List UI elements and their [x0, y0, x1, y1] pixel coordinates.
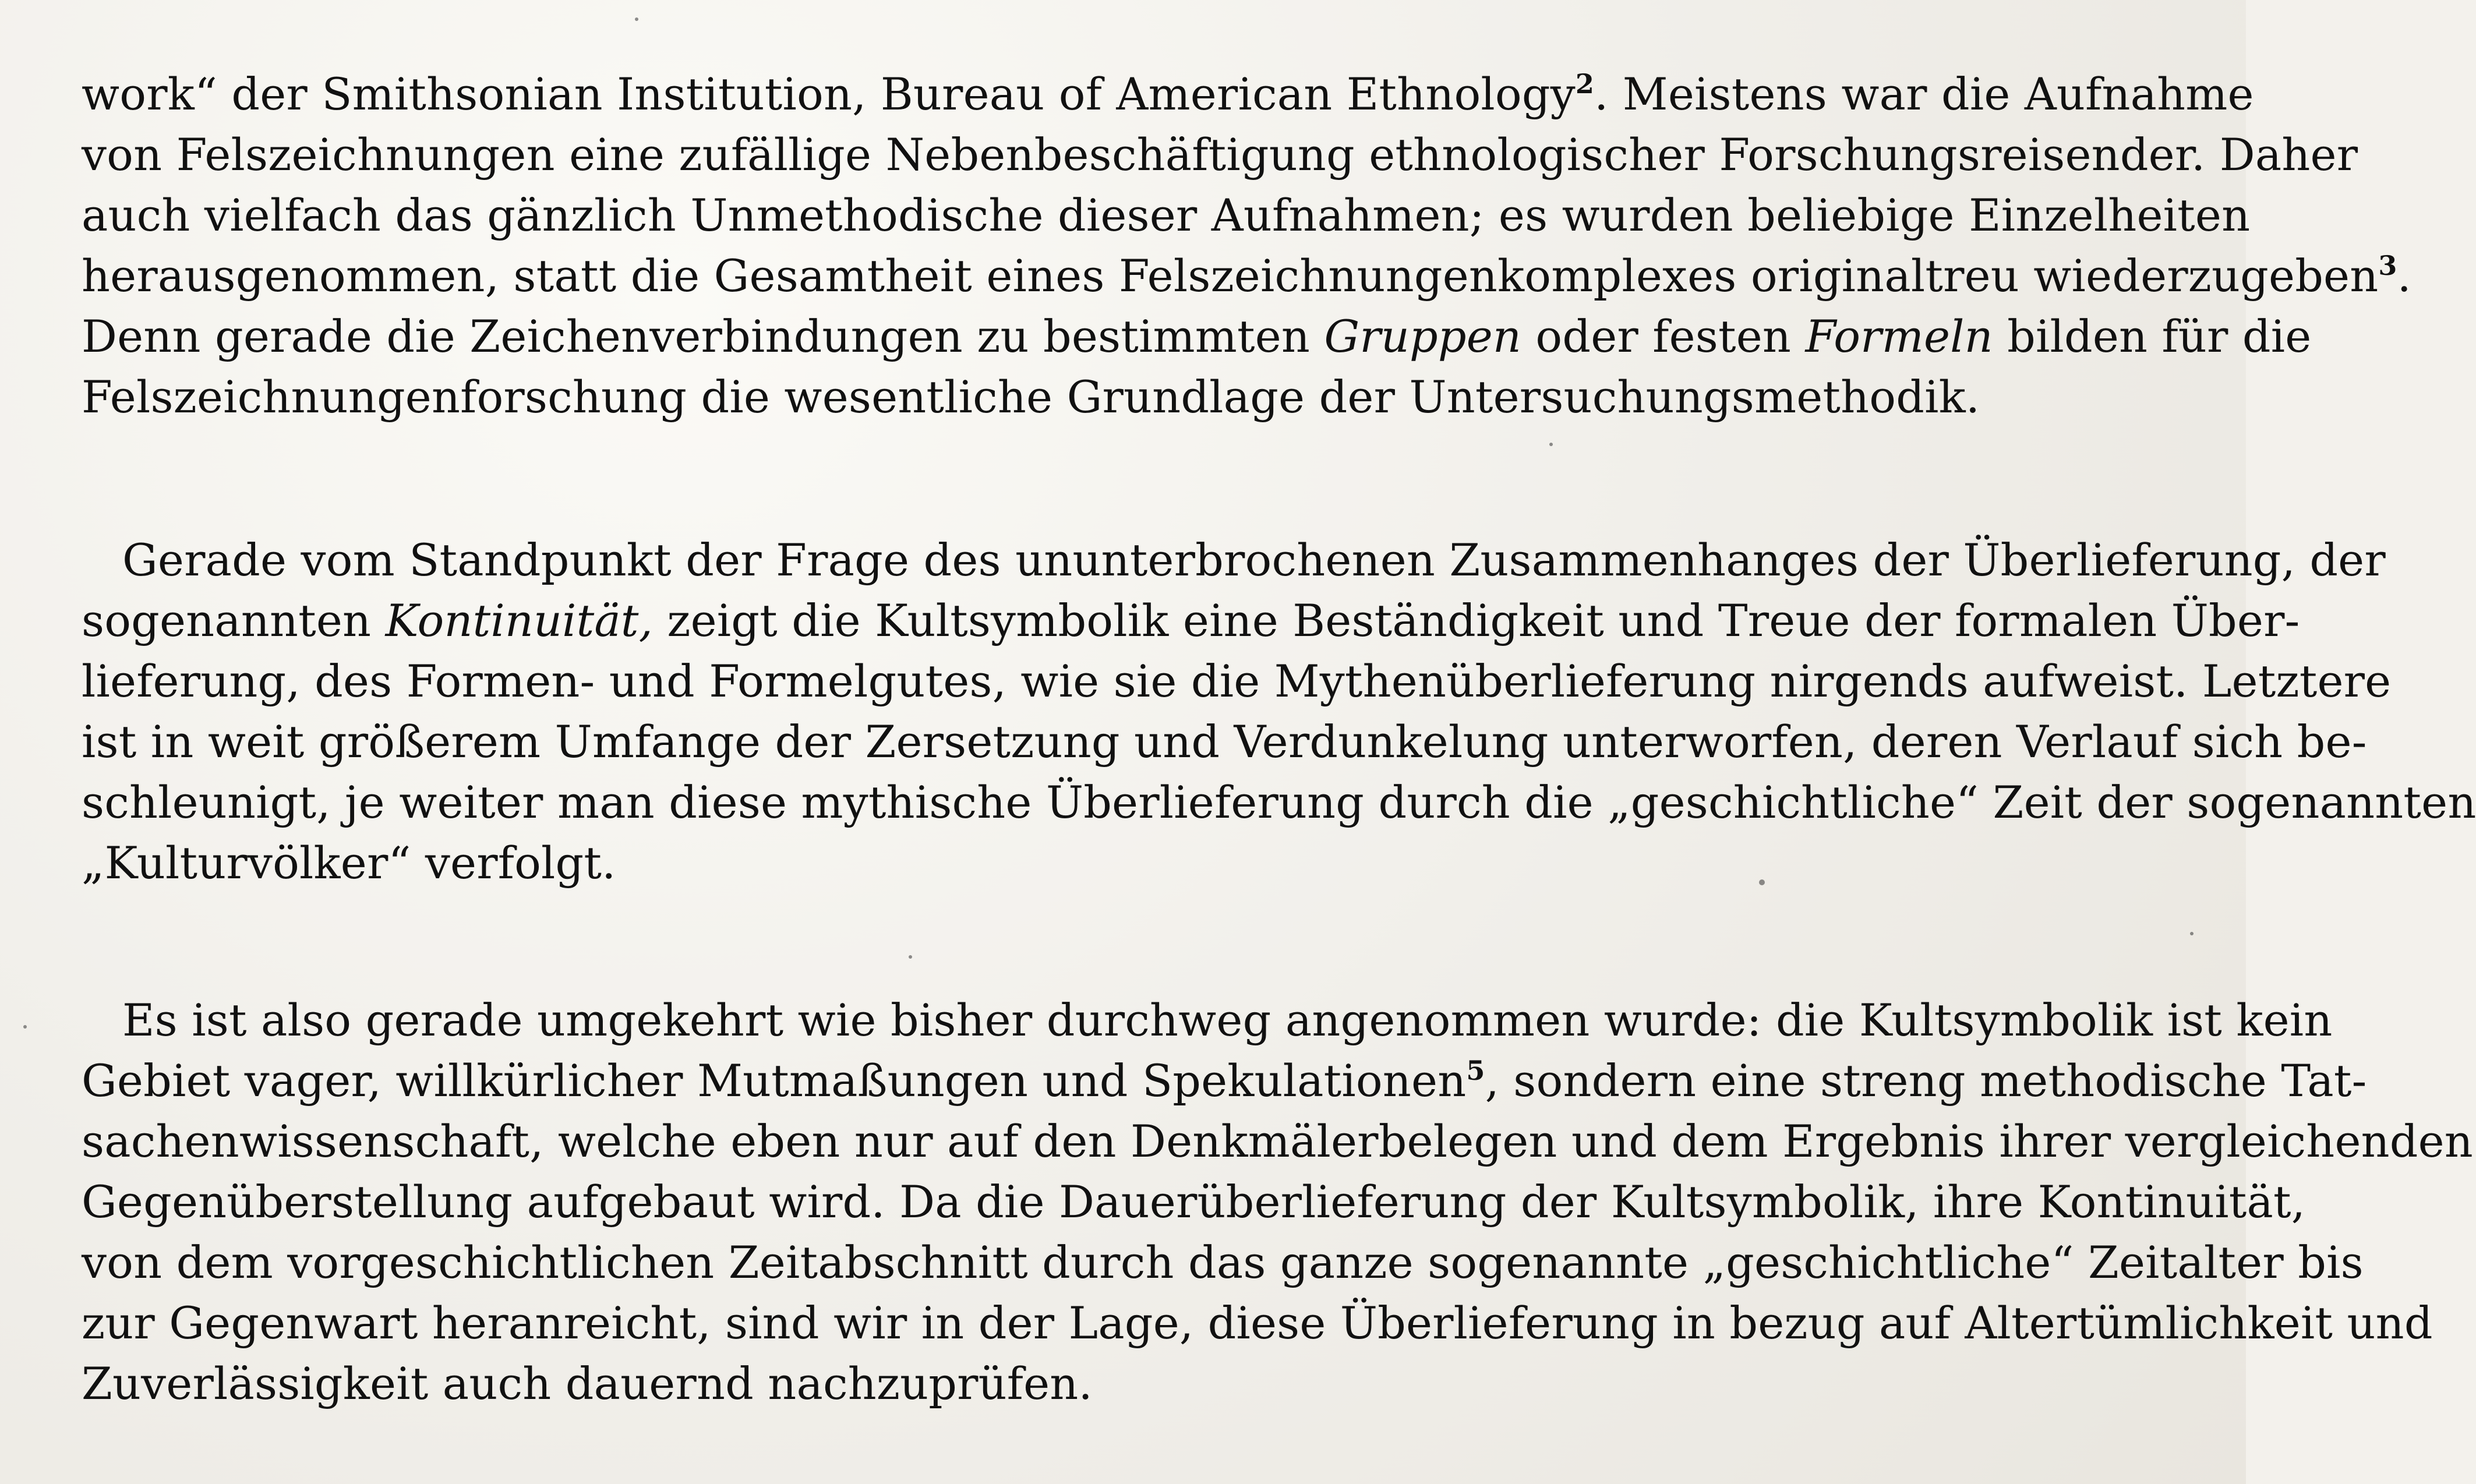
text-segment: Zuverlässigkeit auch dauernd nachzuprüfen.	[82, 1358, 1093, 1409]
text-line	[82, 1111, 2473, 1172]
text-line	[82, 591, 2300, 651]
scan-speck	[23, 1025, 27, 1029]
text-segment: oder festen	[1521, 310, 1806, 362]
text-segment: sachenwissenschaft, welche eben nur auf den Denkmälerbelegen und dem Ergebnis ihrer vergleichenden	[82, 1115, 2473, 1167]
text-line	[82, 1172, 2306, 1232]
scan-speck	[1759, 879, 1765, 885]
paragraph	[82, 530, 2476, 893]
text-line	[82, 712, 2367, 772]
text-line	[82, 772, 2476, 833]
text-segment: , sondern eine streng methodische Tat-	[1485, 1055, 2367, 1107]
text-segment: „Kulturvölker“ verfolgt.	[82, 837, 616, 889]
text-segment: bilden für die	[1993, 310, 2312, 362]
footnote-ref: 2	[1575, 68, 1595, 100]
text-line	[82, 530, 2386, 591]
text-line	[82, 1354, 2167, 1414]
text-segment: . Meistens war die Aufnahme	[1594, 68, 2254, 120]
text-line	[82, 990, 2333, 1051]
text-line	[82, 125, 2358, 185]
scan-speck	[635, 17, 638, 21]
text-segment: von dem vorgeschichtlichen Zeitabschnitt durch das ganze sogenannte „geschichtliche“ Zeitalter bis	[82, 1236, 2364, 1288]
emphasis-text: Kontinuität,	[385, 595, 654, 646]
scan-speck	[2190, 932, 2194, 935]
text-line	[82, 367, 2167, 427]
text-segment: zur Gegenwart heranreicht, sind wir in der Lage, diese Überlieferung in bezug auf Altertümlichkeit und	[82, 1297, 2433, 1349]
scan-speck	[1549, 443, 1553, 446]
footnote-ref: 3	[2378, 250, 2397, 281]
text-segment: Denn gerade die Zeichenverbindungen zu bestimmten	[82, 310, 1324, 362]
paragraph	[82, 990, 2473, 1414]
text-segment: Gegenüberstellung aufgebaut wird. Da die Dauerüberlieferung der Kultsymbolik, ihre Kontinuität,	[82, 1176, 2306, 1228]
text-line	[82, 64, 2254, 125]
emphasis-text: Formeln	[1805, 310, 1993, 362]
emphasis-text: Gruppen	[1324, 310, 1522, 362]
text-segment: zeigt die Kultsymbolik eine Beständigkeit und Treue der formalen Über-	[653, 595, 2300, 646]
text-segment: sogenannten	[82, 595, 386, 646]
text-segment: lieferung, des Formen- und Formelgutes, wie sie die Mythenüberlieferung nirgends aufweist. Letztere	[82, 655, 2392, 707]
text-segment: Gebiet vager, willkürlicher Mutmaßungen und Spekulationen	[82, 1055, 1467, 1107]
text-line	[82, 1293, 2433, 1354]
footnote-ref: 5	[1466, 1055, 1485, 1086]
text-segment: ist in weit größerem Umfange der Zersetzung und Verdunkelung unterworfen, deren Verlauf sich be-	[82, 716, 2367, 768]
text-line	[82, 1232, 2364, 1293]
text-line	[82, 306, 2312, 367]
text-segment: auch vielfach das gänzlich Unmethodische dieser Aufnahmen; es wurden beliebige Einzelheiten	[82, 189, 2251, 241]
text-segment: von Felszeichnungen eine zufällige Nebenbeschäftigung ethnologischer Forschungsreisender. Daher	[82, 129, 2358, 181]
text-line	[82, 833, 2167, 893]
text-segment: Felszeichnungenforschung die wesentliche Grundlage der Untersuchungsmethodik.	[82, 371, 1980, 423]
text-segment: work“ der Smithsonian Institution, Bureau of American Ethnology	[82, 68, 1576, 120]
text-line	[82, 246, 2411, 306]
scan-speck	[909, 955, 912, 959]
text-segment: schleunigt, je weiter man diese mythische Überlieferung durch die „geschichtliche“ Zeit der sogenannten	[82, 776, 2476, 828]
text-line	[82, 1051, 2367, 1111]
text-line	[82, 185, 2251, 246]
text-segment: Gerade vom Standpunkt der Frage des ununterbrochenen Zusammenhanges der Überlieferung, der	[122, 534, 2386, 586]
text-line	[82, 651, 2392, 712]
paragraph	[82, 64, 2411, 427]
text-segment: herausgenommen, statt die Gesamtheit eines Felszeichnungenkomplexes originaltreu wiederzugeben	[82, 250, 2379, 302]
text-segment: .	[2397, 250, 2411, 302]
text-segment: Es ist also gerade umgekehrt wie bisher durchweg angenommen wurde: die Kultsymbolik ist kein	[122, 994, 2333, 1046]
